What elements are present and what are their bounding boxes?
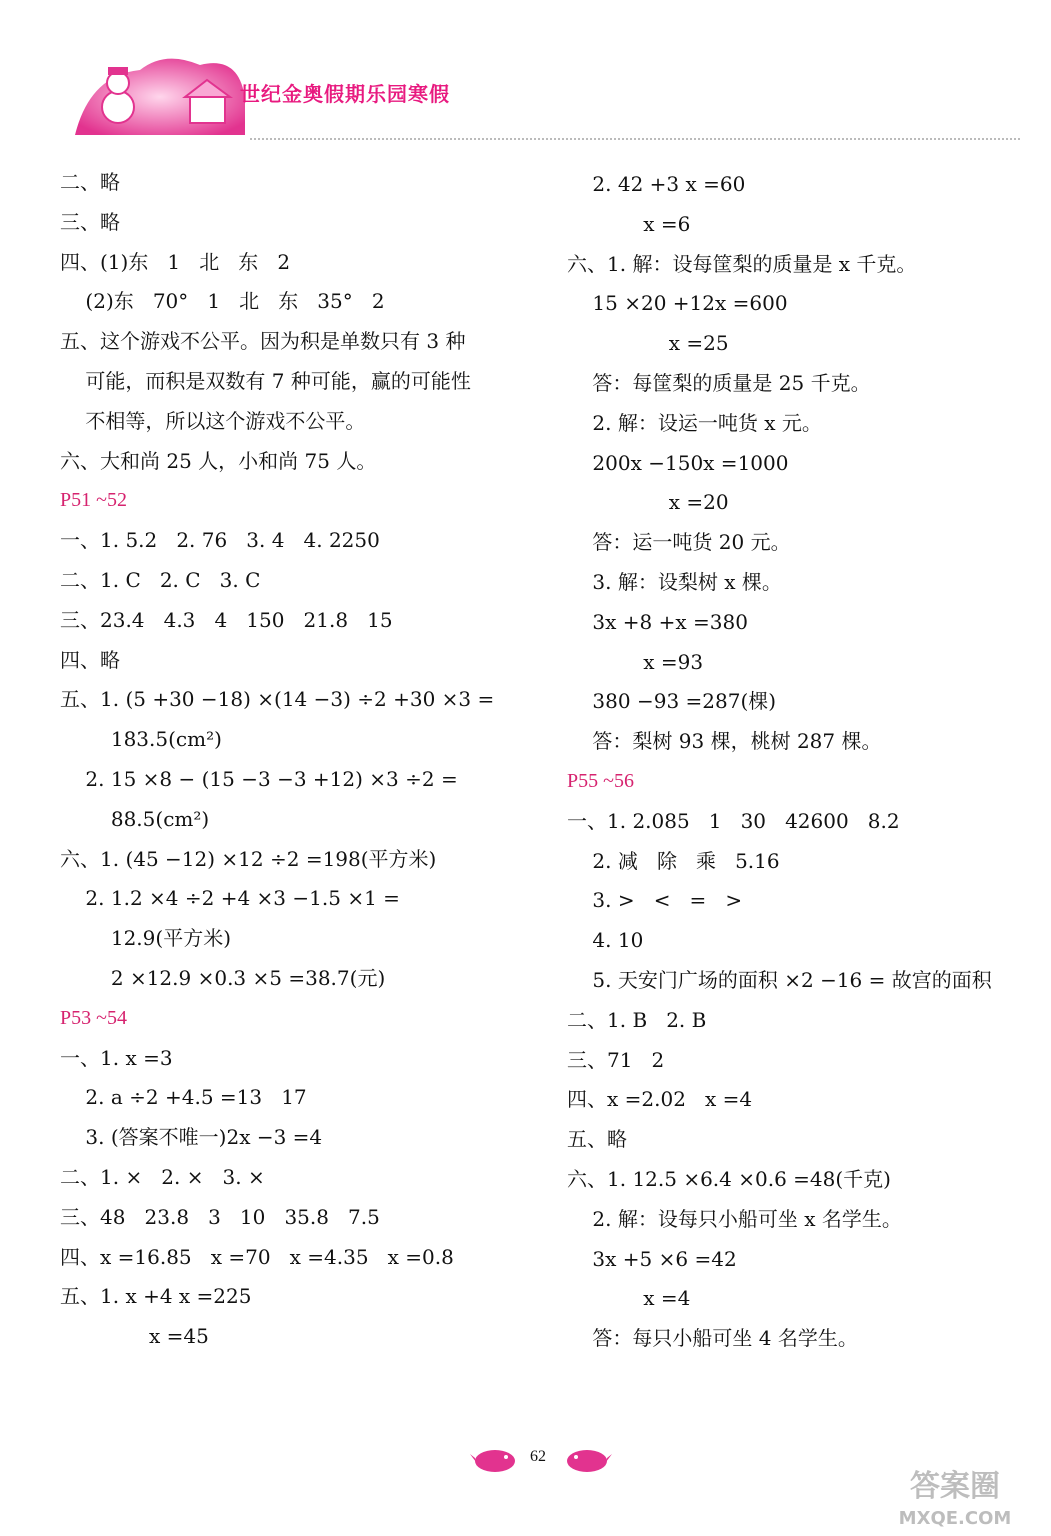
answer-line: 200x −150x =1000 xyxy=(567,450,789,475)
answer-line: 3. 解：设梨树 x 棵。 xyxy=(567,570,782,594)
answer-line: x =93 xyxy=(567,649,704,674)
answer-line: 二、略 xyxy=(60,170,120,194)
answer-line: 5. 天安门广场的面积 ×2 −16 = 故宫的面积 xyxy=(567,968,992,992)
watermark-logo xyxy=(880,1462,1030,1530)
answer-line: 380 −93 =287(棵) xyxy=(567,689,777,714)
answer-line: P51 ~52 xyxy=(60,489,127,512)
answer-line: 2. a ÷2 +4.5 =13 17 xyxy=(60,1085,307,1110)
answer-line: x =20 xyxy=(567,490,729,515)
answer-line: 三、71 2 xyxy=(567,1047,665,1072)
answer-line: 3. (答案不唯一)2x −3 =4 xyxy=(60,1125,323,1150)
answer-line: 不相等，所以这个游戏不公平。 xyxy=(60,408,366,433)
answer-line: 4. 10 xyxy=(567,928,644,953)
answer-line: 五、1. (5 +30 −18) ×(14 −3) ÷2 +30 ×3 = xyxy=(60,687,495,712)
answer-line: 2. 15 ×8 − (15 −3 −3 +12) ×3 ÷2 = xyxy=(60,767,458,791)
answer-line: 答：每只小船可坐 4 名学生。 xyxy=(567,1326,858,1351)
answer-line: 五、这个游戏不公平。因为积是单数只有 3 种 xyxy=(60,329,466,354)
answer-line: 一、1. 5.2 2. 76 3. 4 4. 2250 xyxy=(60,528,380,553)
answer-line: 一、1. 2.085 1 30 42600 8.2 xyxy=(567,808,900,833)
answer-line: 一、1. x =3 xyxy=(60,1045,173,1070)
answer-line: 三、23.4 4.3 4 150 21.8 15 xyxy=(60,607,393,632)
answer-line: (2)东 70° 1 北 东 35° 2 xyxy=(60,289,385,314)
answer-line: 答：梨树 93 棵，桃树 287 棵。 xyxy=(567,729,882,754)
answer-line: 二、1. × 2. × 3. × xyxy=(60,1165,265,1189)
answer-line: x =45 xyxy=(60,1324,209,1349)
answer-line: 答：每筐梨的质量是 25 千克。 xyxy=(567,371,871,395)
header-divider xyxy=(250,138,1020,140)
page-header xyxy=(0,0,1051,150)
answer-line: 2. 解：设每只小船可坐 x 名学生。 xyxy=(567,1206,902,1231)
answer-line: 六、1. 12.5 ×6.4 ×0.6 =48(千克) xyxy=(567,1167,891,1191)
answer-line: 四、x =16.85 x =70 x =4.35 x =0.8 xyxy=(60,1244,454,1269)
answer-line: 3x +8 +x =380 xyxy=(567,609,748,634)
answer-line: 3. > < = > xyxy=(567,888,743,913)
answer-line: 可能，而积是双数有 7 种可能，赢的可能性 xyxy=(60,369,471,393)
answer-line: x =4 xyxy=(567,1286,691,1311)
answer-line: 2. 1.2 ×4 ÷2 +4 ×3 −1.5 ×1 = xyxy=(60,886,400,911)
answer-line: 3x +5 ×6 =42 xyxy=(567,1246,737,1271)
answer-line: 2 ×12.9 ×0.3 ×5 =38.7(元) xyxy=(60,966,386,990)
answer-line: 2. 42 +3 x =60 xyxy=(567,172,746,196)
answer-line: x =25 xyxy=(567,331,729,356)
left-bird-icon xyxy=(470,1444,520,1474)
answer-line: 15 ×20 +12x =600 xyxy=(567,291,788,316)
right-bird-icon xyxy=(562,1444,612,1474)
banner-title: 世纪金奥假期乐园寒假 xyxy=(240,82,450,106)
answer-line: 二、1. C 2. C 3. C xyxy=(60,568,261,592)
answer-line: 三、48 23.8 3 10 35.8 7.5 xyxy=(60,1204,380,1229)
answer-line: 六、大和尚 25 人，小和尚 75 人。 xyxy=(60,448,377,473)
answer-line: P53 ~54 xyxy=(60,1006,127,1029)
answer-line: 五、1. x +4 x =225 xyxy=(60,1284,252,1309)
answer-line: 六、1. 解：设每筐梨的质量是 x 千克。 xyxy=(567,251,917,276)
watermark-text-bottom: MXQE.COM xyxy=(898,1508,1012,1529)
answer-line: 六、1. (45 −12) ×12 ÷2 =198(平方米) xyxy=(60,846,437,871)
answer-line: 三、略 xyxy=(60,209,120,234)
answer-line: 五、略 xyxy=(567,1127,627,1152)
answer-line: x =6 xyxy=(567,211,691,236)
answer-line: 12.9(平方米) xyxy=(60,926,231,951)
page-number: 62 xyxy=(530,1448,546,1465)
answer-line: 四、(1)东 1 北 东 2 xyxy=(60,249,291,274)
answer-line: 88.5(cm²) xyxy=(60,806,210,831)
answer-line: 二、1. B 2. B xyxy=(567,1007,707,1032)
watermark-text-top: 答案圈 xyxy=(910,1469,1000,1504)
answer-line: 四、x =2.02 x =4 xyxy=(567,1087,753,1112)
answer-line: 183.5(cm²) xyxy=(60,727,222,752)
answer-line: 2. 减 除 乘 5.16 xyxy=(567,848,780,873)
answer-line: 2. 解：设运一吨货 x 元。 xyxy=(567,410,822,435)
answer-line: 四、略 xyxy=(60,647,120,672)
answer-line: P55 ~56 xyxy=(567,770,634,792)
answer-line: 答：运一吨货 20 元。 xyxy=(567,530,791,555)
